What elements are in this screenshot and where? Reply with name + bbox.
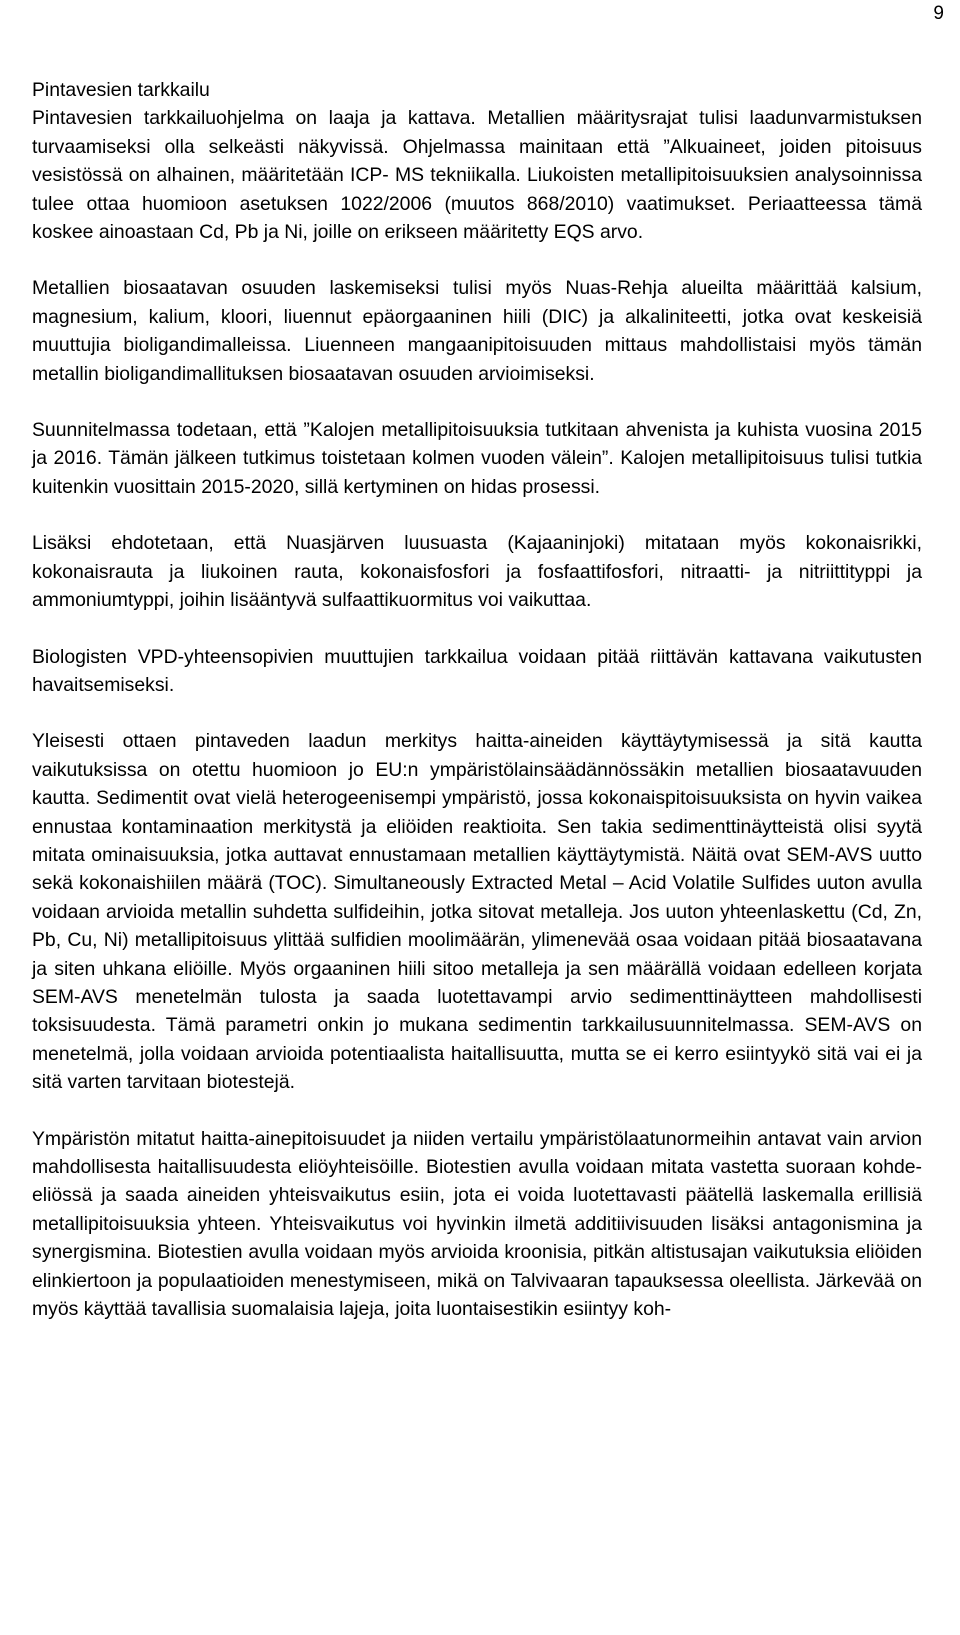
paragraph-additional-measurements: Lisäksi ehdotetaan, että Nuasjärven luusuasta (Kajaaninjoki) mitataan myös kokonaisrikki, kokonaisrauta ja liukoinen rauta, kokonaisfosfori ja fosfaattifosfori, nitraatti- ja nitriittityppi ja ammoniumtyppi, joihin lisääntyvä sulfaattikuormitus voi vaikuttaa. (32, 532, 922, 612)
paragraph-fish-metals: Suunnitelmassa todetaan, että ”Kalojen metallipitoisuuksia tutkitaan ahvenista ja kuhista vuosina 2015 ja 2016. Tämän jälkeen tutkimus toistetaan kolmen vuoden välein”. Kalojen metallipitoisuus tulisi tutkia kuitenkin vuosittain 2015-2020, sillä kertyminen on hidas prosessi. (32, 419, 922, 498)
paragraph-biological-variables: Biologisten VPD-yhteensopivien muuttujien tarkkailua voidaan pitää riittävän kattavana vaikutusten havaitsemiseksi. (32, 645, 922, 696)
document-body (32, 76, 922, 1323)
paragraph-sediment-sem-avs: Yleisesti ottaen pintaveden laadun merkitys haitta-aineiden käyttäytymisessä ja sitä kautta vaikutuksissa on otettu huomioon jo EU:n ympäristölainsäädännössäkin metallien biosaatavuuden kautta. Sedimentit ovat vielä heterogeenisempi ympäristö, jossa kokonaispitoisuuksista on hyvin vaikea ennustaa kontaminaation merkitystä ja eliöiden reaktioita. Sen takia sedimenttinäytteistä olisi syytä mitata ominaisuuksia, jotka auttavat ennustamaan metallien käyttäytymistä. Näitä ovat SEM-AVS uutto sekä kokonaishiilen määrä (TOC). Simultaneously Extracted Metal – Acid Volatile Sulfides uuton avulla voidaan arvioida metallin suhdetta sulfideihin, jotka sitovat metalleja. Jos uuton yhteenlaskettu (Cd, Zn, Pb, Cu, Ni) metallipitoisuus ylittää sulfidien moolimäärän, ylimenevää osaa voidaan pitää biosaatavana ja siten uhkana eliöille. Myös orgaaninen hiili sitoo metalleja ja sen määrällä voidaan edelleen korjata SEM-AVS menetelmän tulosta ja saada luotettavampi arvio sedimenttinäytteen mahdollisesti toksisuudesta. Tämä parametri onkin jo mukana sedimentin tarkkailusuunnitelmassa. SEM-AVS on menetelmä, jolla voidaan arvioida potentiaalista haitallisuutta, mutta se ei kerro esiintyykö sitä vai ei ja sitä varten tarvitaan biotestejä. (32, 730, 922, 1094)
page-number: 9 (933, 3, 944, 24)
section-heading: Pintavesien tarkkailu (32, 79, 210, 101)
paragraph-metal-bioavailability: Metallien biosaatavan osuuden laskemiseksi tulisi myös Nuas-Rehja alueilta määrittää kalsium, magnesium, kalium, kloori, liuennut epäorgaaninen hiili (DIC) ja alkaliniteetti, jotka ovat keskeisiä muuttujia bioligandimalleissa. Liuenneen mangaanipitoisuuden mittaus mahdollistaisi myös tämän metallin bioligandimallituksen biosaatavan osuuden arvioimiseksi. (32, 277, 922, 385)
paragraph-surface-water-program: Pintavesien tarkkailuohjelma on laaja ja kattava. Metallien määritysrajat tulisi laadunvarmistuksen turvaamiseksi olla selkeästi näkyvissä. Ohjelmassa mainitaan että ”Alkuaineet, joiden pitoisuus vesistössä on alhainen, määritetään ICP- MS tekniikalla. Liukoisten metallipitoisuuksien analysoinnissa tulee ottaa huomioon asetuksen 1022/2006 (muutos 868/2010) vaatimukset. Periaatteessa tämä koskee ainoastaan Cd, Pb ja Ni, joille on erikseen määritetty EQS arvo. (32, 107, 922, 244)
paragraph-biotests: Ympäristön mitatut haitta-ainepitoisuudet ja niiden vertailu ympäristölaatunormeihin antavat vain arvion mahdollisesta haitallisuudesta eliöyhteisöille. Biotestien avulla voidaan mitata vastetta suoraan kohde-eliössä ja saada aineiden yhteisvaikutus esiin, jota ei voida luotettavasti päätellä laskemalla erillisiä metallipitoisuuksia yhteen. Yhteisvaikutus voi hyvinkin ilmetä additiivisuuden lisäksi antagonismina ja synergismina. Biotestien avulla voidaan myös arvioida kroonisia, pitkän altistusajan vaikutuksia eliöiden elinkiertoon ja populaatioiden menestymiseen, mikä on Talvivaaran tapauksessa oleellista. Järkevää on myös käyttää tavallisia suomalaisia lajeja, joita luontaisestikin esiintyy koh- (32, 1127, 922, 1321)
